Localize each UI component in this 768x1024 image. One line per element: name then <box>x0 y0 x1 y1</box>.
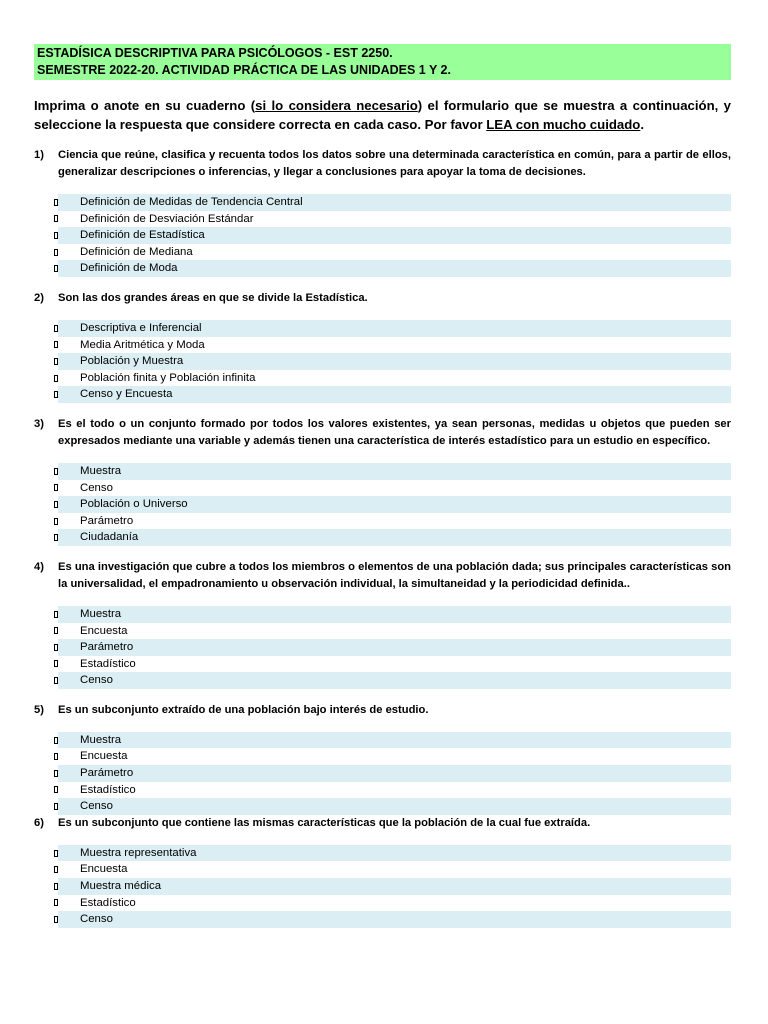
question-number: 6) <box>34 816 44 829</box>
question-5 <box>34 702 731 815</box>
question-header <box>34 290 731 307</box>
document-header <box>34 44 731 80</box>
option-label: Ciudadanía <box>58 529 731 546</box>
header-line-2: SEMESTRE 2022-20. ACTIVIDAD PRÁCTICA DE LAS UNIDADES 1 Y 2. <box>37 63 451 77</box>
checkbox-icon[interactable] <box>34 611 58 618</box>
question-header <box>34 815 731 832</box>
checkbox-icon[interactable] <box>34 341 58 348</box>
question-number: 2) <box>34 291 44 304</box>
option-label: Definición de Desviación Estándar <box>80 212 254 225</box>
intro-part-3: . <box>640 117 645 132</box>
option-label: Estadístico <box>80 657 136 670</box>
intro-part-1: Imprima o anote en su cuaderno ( <box>34 98 256 113</box>
option-label: Definición de Mediana <box>80 245 193 258</box>
question-4 <box>34 559 731 689</box>
checkbox-icon[interactable] <box>34 215 58 222</box>
checkbox-icon[interactable] <box>34 468 58 475</box>
option-label: Censo <box>58 672 731 689</box>
option-row[interactable] <box>34 496 731 513</box>
option-label: Estadístico <box>80 783 136 796</box>
question-header <box>34 702 731 719</box>
option-row[interactable] <box>34 463 731 480</box>
option-label: Población y Muestra <box>58 353 731 370</box>
question-number: 5) <box>34 703 44 716</box>
intro-underline-1: si lo considera necesario <box>255 98 418 113</box>
option-row[interactable] <box>34 639 731 656</box>
checkbox-icon[interactable] <box>34 753 58 760</box>
checkbox-icon[interactable] <box>34 391 58 398</box>
option-row[interactable] <box>34 353 731 370</box>
option-row[interactable] <box>34 765 731 782</box>
checkbox-icon[interactable] <box>34 883 58 890</box>
checkbox-icon[interactable] <box>34 916 58 923</box>
option-row[interactable] <box>34 656 731 673</box>
option-row[interactable] <box>34 623 731 640</box>
option-list <box>34 732 731 815</box>
question-list <box>34 147 731 928</box>
option-list <box>34 463 731 546</box>
checkbox-icon[interactable] <box>34 484 58 491</box>
checkbox-icon[interactable] <box>34 199 58 206</box>
option-label: Muestra <box>58 463 731 480</box>
option-list <box>34 320 731 403</box>
option-label: Muestra <box>58 606 731 623</box>
checkbox-icon[interactable] <box>34 803 58 810</box>
option-row[interactable] <box>34 798 731 815</box>
option-row[interactable] <box>34 320 731 337</box>
option-label: Parámetro <box>58 765 731 782</box>
option-row[interactable] <box>34 244 731 261</box>
checkbox-icon[interactable] <box>34 232 58 239</box>
option-label: Definición de Moda <box>58 260 731 277</box>
checkbox-icon[interactable] <box>34 265 58 272</box>
option-label: Censo y Encuesta <box>58 386 731 403</box>
option-row[interactable] <box>34 845 731 862</box>
question-text: Son las dos grandes áreas en que se divide la Estadística. <box>58 291 368 304</box>
option-row[interactable] <box>34 529 731 546</box>
option-row[interactable] <box>34 861 731 878</box>
option-row[interactable] <box>34 513 731 530</box>
option-row[interactable] <box>34 606 731 623</box>
question-1 <box>34 147 731 277</box>
question-number: 1) <box>34 149 44 161</box>
option-label: Muestra <box>58 732 731 749</box>
question-6 <box>34 815 731 928</box>
option-label: Encuesta <box>80 863 128 876</box>
checkbox-icon[interactable] <box>34 770 58 777</box>
checkbox-icon[interactable] <box>34 644 58 651</box>
option-label: Definición de Medidas de Tendencia Central <box>58 194 731 211</box>
option-label: Encuesta <box>80 624 128 637</box>
question-text: Es una investigación que cubre a todos los miembros o elementos de una población dada; sus principales características son la universalidad, el empadronamiento u observación individual, la simultaneidad y la periodicidad definida.. <box>58 560 731 590</box>
option-row[interactable] <box>34 782 731 799</box>
option-label: Muestra representativa <box>58 845 731 862</box>
question-text: Es el todo o un conjunto formado por todos los valores existentes, ya sean personas, medidas u objetos que pueden ser expresados mediante una variable y además tienen una característica de interés estadístico para un estudio en específico. <box>58 417 731 447</box>
question-3 <box>34 416 731 546</box>
question-number: 3) <box>34 417 44 430</box>
question-2 <box>34 290 731 403</box>
option-label: Población o Universo <box>58 496 731 513</box>
question-text: Ciencia que reúne, clasifica y recuenta todos los datos sobre una determinada característica en común, para a partir de ellos, generalizar descripciones o inferencias, y llegar a conclusiones para apoyar la toma de decisiones. <box>58 149 731 178</box>
option-label: Media Aritmética y Moda <box>80 338 205 351</box>
option-row[interactable] <box>34 895 731 912</box>
option-label: Muestra médica <box>58 878 731 895</box>
option-label: Estadístico <box>80 896 136 909</box>
checkbox-icon[interactable] <box>34 358 58 365</box>
option-label: Censo <box>80 481 113 494</box>
option-label: Parámetro <box>58 639 731 656</box>
checkbox-icon[interactable] <box>34 325 58 332</box>
option-row[interactable] <box>34 480 731 497</box>
option-row[interactable] <box>34 337 731 354</box>
question-text: Es un subconjunto que contiene las mismas características que la población de la cual fue extraída. <box>58 816 591 829</box>
question-header <box>34 416 731 450</box>
option-label: Población finita y Población infinita <box>80 371 256 384</box>
option-row[interactable] <box>34 732 731 749</box>
option-list <box>34 194 731 277</box>
option-list <box>34 845 731 928</box>
question-header <box>34 147 731 181</box>
checkbox-icon[interactable] <box>34 786 58 793</box>
option-row[interactable] <box>34 194 731 211</box>
option-list <box>34 606 731 689</box>
checkbox-icon[interactable] <box>34 850 58 857</box>
option-row[interactable] <box>34 211 731 228</box>
checkbox-icon[interactable] <box>34 627 58 634</box>
option-row[interactable] <box>34 386 731 403</box>
checkbox-icon[interactable] <box>34 899 58 906</box>
checkbox-icon[interactable] <box>34 660 58 667</box>
checkbox-icon[interactable] <box>34 534 58 541</box>
header-line-1: ESTADÍSICA DESCRIPTIVA PARA PSICÓLOGOS - EST 2250. <box>37 46 393 60</box>
option-label: Parámetro <box>80 514 134 527</box>
option-row[interactable] <box>34 260 731 277</box>
checkbox-icon[interactable] <box>34 866 58 873</box>
question-header <box>34 559 731 593</box>
intro-paragraph <box>34 96 731 134</box>
option-label: Descriptiva e Inferencial <box>58 320 731 337</box>
checkbox-icon[interactable] <box>34 375 58 382</box>
option-row[interactable] <box>34 227 731 244</box>
question-text: Es un subconjunto extraído de una población bajo interés de estudio. <box>58 703 429 716</box>
checkbox-icon[interactable] <box>34 518 58 525</box>
document-page <box>34 44 731 928</box>
option-row[interactable] <box>34 911 731 928</box>
intro-part-2: ) el formulario que se muestra a continuación, y seleccione la respuesta que considere correcta en cada caso. Por favor <box>34 98 731 132</box>
checkbox-icon[interactable] <box>34 501 58 508</box>
option-label: Encuesta <box>80 750 128 763</box>
checkbox-icon[interactable] <box>34 737 58 744</box>
checkbox-icon[interactable] <box>34 677 58 684</box>
intro-underline-2: LEA con mucho cuidado <box>486 117 641 132</box>
option-row[interactable] <box>34 878 731 895</box>
checkbox-icon[interactable] <box>34 249 58 256</box>
option-label: Censo <box>58 798 731 815</box>
option-row[interactable] <box>34 748 731 765</box>
option-row[interactable] <box>34 370 731 387</box>
option-label: Censo <box>58 911 731 928</box>
option-row[interactable] <box>34 672 731 689</box>
option-label: Definición de Estadística <box>58 227 731 244</box>
question-number: 4) <box>34 560 44 573</box>
